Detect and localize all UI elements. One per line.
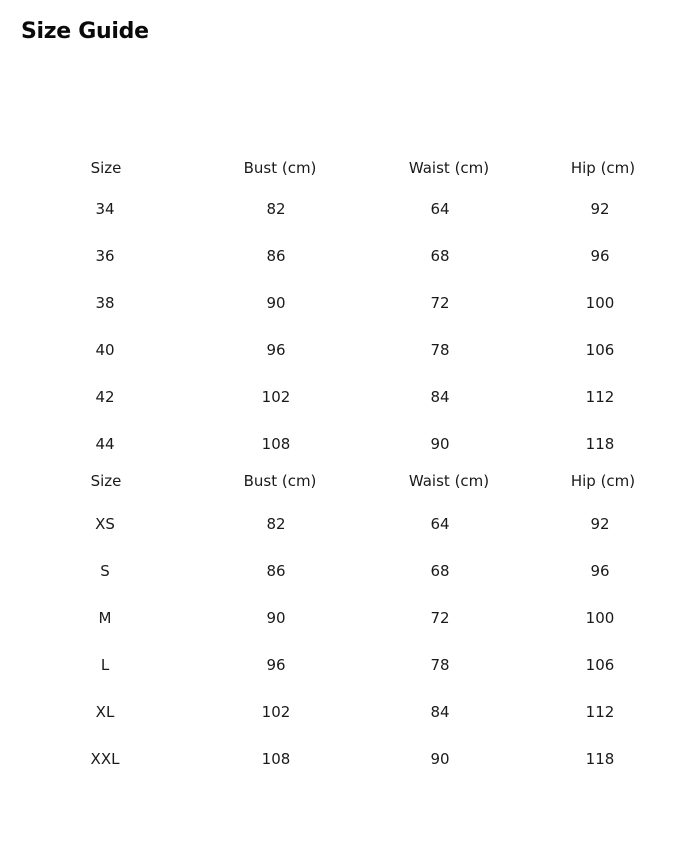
cell-waist: 78 <box>430 341 450 359</box>
header-bust: Bust (cm) <box>243 472 317 490</box>
cell-bust: 86 <box>266 247 286 265</box>
cell-hip: 96 <box>590 247 610 265</box>
table-row <box>0 199 697 246</box>
cell-size: 34 <box>95 200 115 218</box>
cell-hip: 106 <box>585 341 615 359</box>
header-waist: Waist (cm) <box>408 472 490 490</box>
table-row <box>0 749 697 796</box>
table-row <box>0 655 697 702</box>
cell-waist: 68 <box>430 247 450 265</box>
table-header-row <box>0 158 697 199</box>
cell-hip: 92 <box>590 200 610 218</box>
table-row <box>0 434 697 470</box>
cell-waist: 90 <box>430 435 450 453</box>
table-row <box>0 340 697 387</box>
cell-hip: 100 <box>585 294 615 312</box>
cell-bust: 90 <box>266 294 286 312</box>
header-bust: Bust (cm) <box>243 159 317 177</box>
cell-size: XL <box>95 703 115 721</box>
cell-bust: 102 <box>261 388 291 406</box>
cell-size: XS <box>95 515 115 533</box>
table-row <box>0 246 697 293</box>
cell-hip: 112 <box>585 388 615 406</box>
header-waist: Waist (cm) <box>408 159 490 177</box>
cell-hip: 106 <box>585 656 615 674</box>
cell-waist: 64 <box>430 515 450 533</box>
table-row <box>0 293 697 340</box>
cell-size: XXL <box>90 750 120 768</box>
cell-size: 38 <box>95 294 115 312</box>
cell-size: 44 <box>95 435 115 453</box>
cell-bust: 86 <box>266 562 286 580</box>
cell-hip: 118 <box>585 750 615 768</box>
cell-size: 42 <box>95 388 115 406</box>
header-size: Size <box>90 159 122 177</box>
cell-size: L <box>100 656 110 674</box>
table-row <box>0 514 697 561</box>
header-size: Size <box>90 472 122 490</box>
cell-bust: 96 <box>266 656 286 674</box>
cell-bust: 108 <box>261 750 291 768</box>
cell-bust: 102 <box>261 703 291 721</box>
cell-size: M <box>98 609 112 627</box>
cell-hip: 112 <box>585 703 615 721</box>
size-table-letter <box>0 471 697 796</box>
cell-size: S <box>100 562 110 580</box>
cell-waist: 64 <box>430 200 450 218</box>
cell-hip: 100 <box>585 609 615 627</box>
cell-hip: 118 <box>585 435 615 453</box>
cell-waist: 72 <box>430 609 450 627</box>
table-row <box>0 702 697 749</box>
cell-waist: 78 <box>430 656 450 674</box>
table-row <box>0 387 697 434</box>
cell-bust: 108 <box>261 435 291 453</box>
table-row <box>0 608 697 655</box>
table-row <box>0 561 697 608</box>
cell-bust: 96 <box>266 341 286 359</box>
cell-bust: 82 <box>266 200 286 218</box>
page-title: Size Guide <box>21 19 149 44</box>
cell-bust: 90 <box>266 609 286 627</box>
cell-size: 40 <box>95 341 115 359</box>
cell-hip: 96 <box>590 562 610 580</box>
header-hip: Hip (cm) <box>570 472 636 490</box>
size-table-numeric <box>0 158 697 470</box>
cell-waist: 68 <box>430 562 450 580</box>
cell-size: 36 <box>95 247 115 265</box>
cell-waist: 84 <box>430 703 450 721</box>
table-header-row <box>0 471 697 514</box>
cell-waist: 90 <box>430 750 450 768</box>
cell-bust: 82 <box>266 515 286 533</box>
cell-hip: 92 <box>590 515 610 533</box>
header-hip: Hip (cm) <box>570 159 636 177</box>
cell-waist: 84 <box>430 388 450 406</box>
cell-waist: 72 <box>430 294 450 312</box>
